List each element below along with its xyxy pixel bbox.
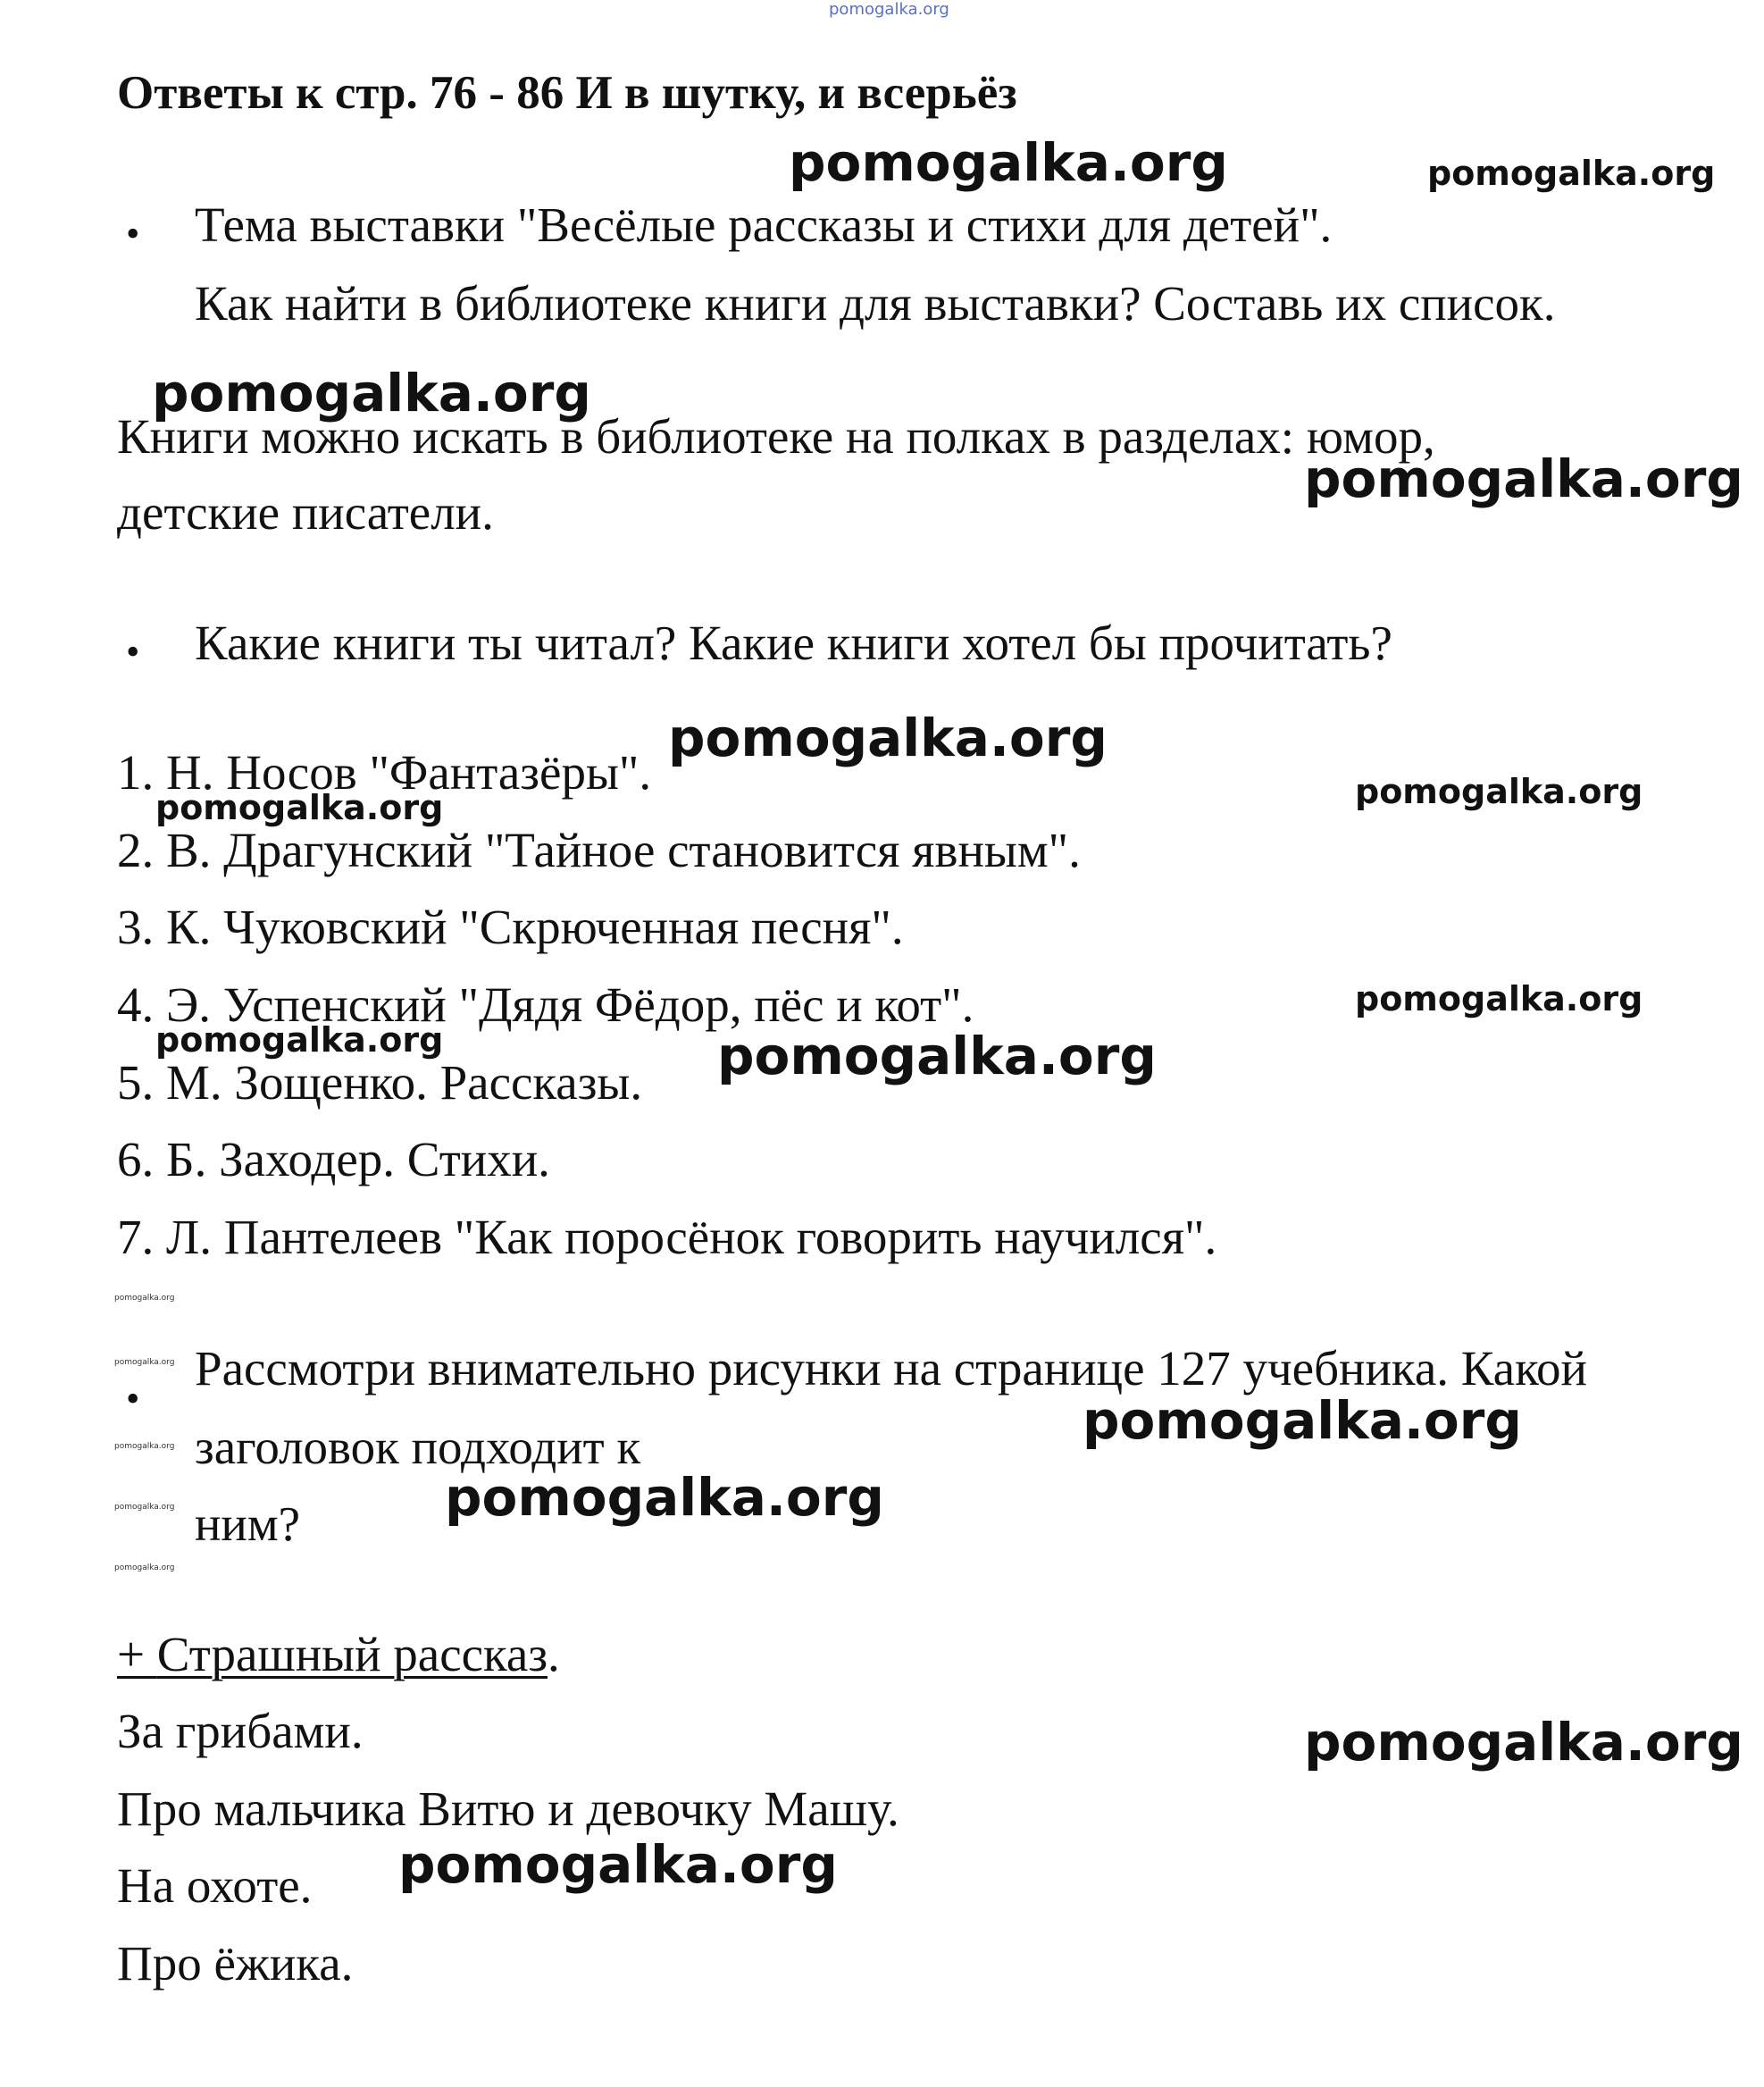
watermark: pomogalka.org	[1355, 772, 1643, 811]
watermark: pomogalka.org	[668, 708, 1108, 768]
watermark: pomogalka.org	[114, 1294, 175, 1303]
book-item-4: 4. Э. Успенский "Дядя Фёдор, пёс и кот".	[117, 977, 974, 1032]
option-1: За грибами.	[117, 1704, 364, 1758]
watermark: pomogalka.org	[114, 1563, 175, 1572]
book-item-7: 7. Л. Пантелеев "Как поросёнок говорить научился".	[117, 1210, 1217, 1264]
book-item-6: 6. Б. Заходер. Стихи.	[117, 1132, 550, 1186]
question-2: Какие книги ты читал? Какие книги хотел бы прочитать?	[195, 616, 1392, 670]
bullet-icon: •	[126, 630, 140, 674]
watermark: pomogalka.org	[398, 1834, 838, 1895]
book-item-2: 2. В. Драгунский "Тайное становится явным".	[117, 823, 1081, 877]
selected-answer-prefix: +	[117, 1627, 157, 1681]
bullet-icon: •	[126, 1377, 140, 1421]
top-watermark: pomogalka.org	[829, 0, 949, 19]
watermark: pomogalka.org	[114, 1442, 175, 1451]
watermark: pomogalka.org	[155, 1020, 444, 1060]
watermark: pomogalka.org	[445, 1467, 884, 1528]
question-1-line-1: Тема выставки "Весёлые рассказы и стихи для детей".	[195, 197, 1333, 252]
answer-1-line-2: детские писатели.	[117, 485, 494, 540]
book-item-3: 3. К. Чуковский "Скрюченная песня".	[117, 900, 904, 954]
answer-1-line-1: Книги можно искать в библиотеке на полках в разделах: юмор,	[117, 409, 1435, 464]
question-3-line-3: ним?	[195, 1496, 301, 1551]
watermark: pomogalka.org	[114, 1503, 175, 1512]
watermark: pomogalka.org	[789, 132, 1228, 193]
watermark: pomogalka.org	[114, 1358, 175, 1367]
question-3-line-2: заголовок подходит к	[195, 1420, 641, 1474]
selected-answer	[117, 1626, 560, 1682]
watermark: pomogalka.org	[717, 1026, 1157, 1086]
bullet-icon: •	[126, 212, 140, 256]
watermark: pomogalka.org	[1304, 1712, 1743, 1773]
watermark: pomogalka.org	[1083, 1390, 1522, 1451]
watermark: pomogalka.org	[1355, 979, 1643, 1018]
book-item-1: 1. Н. Носов "Фантазёры".	[117, 745, 652, 800]
option-3: На охоте.	[117, 1858, 313, 1913]
watermark: pomogalka.org	[1304, 448, 1743, 509]
page-title: Ответы к стр. 76 - 86 И в шутку, и всерьёз	[117, 67, 1017, 119]
question-3-line-1: Рассмотри внимательно рисунки на странице 127 учебника. Какой	[195, 1341, 1587, 1396]
selected-answer-text: Страшный рассказ	[156, 1627, 548, 1681]
option-4: Про ёжика.	[117, 1936, 354, 1991]
watermark: pomogalka.org	[152, 363, 591, 423]
question-1-line-2: Как найти в библиотеке книги для выставки? Составь их список.	[195, 276, 1556, 331]
selected-answer-suffix: .	[548, 1627, 560, 1681]
watermark: pomogalka.org	[1427, 154, 1716, 193]
option-2: Про мальчика Витю и девочку Машу.	[117, 1781, 899, 1836]
book-item-5: 5. М. Зощенко. Рассказы.	[117, 1055, 643, 1110]
watermark: pomogalka.org	[155, 788, 444, 827]
